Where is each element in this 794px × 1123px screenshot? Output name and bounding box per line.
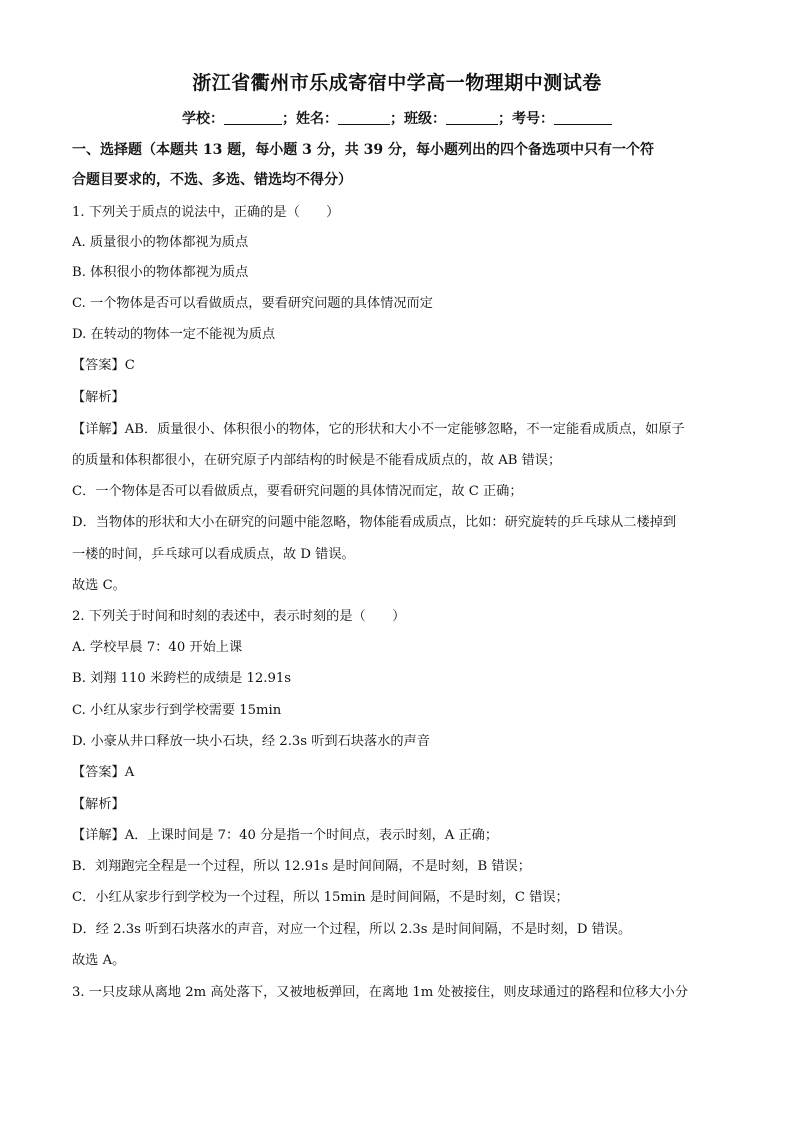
question-3-stem: 3. 一只皮球从离地 2m 高处落下，又被地板弹回，在离地 1m 处被接住，则皮球通过的路程和位移大小分 xyxy=(72,985,689,1000)
question-2-option-c: C. 小红从家步行到学校需要 15min xyxy=(72,703,282,718)
page-title: 浙江省衢州市乐成寄宿中学高一物理期中测试卷 xyxy=(192,72,602,94)
question-2-analysis-label: 【解析】 xyxy=(72,797,125,812)
class-label: ；班级： xyxy=(390,111,446,127)
student-info-line xyxy=(0,108,794,128)
question-1-option-a: A. 质量很小的物体都视为质点 xyxy=(72,235,249,250)
section-heading: 一、选择题（本题共 13 题，每小题 3 分，共 39 分，每小题列出的四个备选项中只有一个符 xyxy=(72,142,654,158)
question-1-option-d: D. 在转动的物体一定不能视为质点 xyxy=(72,327,276,342)
question-1-detail-line: C．一个物体是否可以看做质点，要看研究问题的具体情况而定，故 C 正确； xyxy=(72,484,523,499)
question-1-detail-line: 一楼的时间，乒乓球可以看成质点，故 D 错误。 xyxy=(72,547,355,562)
question-2-option-a: A. 学校早晨 7：40 开始上课 xyxy=(72,640,243,655)
question-2-detail-line: 【详解】A．上课时间是 7：40 分是指一个时间点，表示时刻，A 正确； xyxy=(72,828,499,843)
name-label: ；姓名： xyxy=(282,111,338,127)
exam-no-blank[interactable] xyxy=(554,110,612,125)
question-1-detail-line: 的质量和体积都很小，在研究原子内部结构的时候是不能看成质点的，故 AB 错误； xyxy=(72,453,562,468)
question-2-answer: 【答案】A xyxy=(72,765,135,780)
question-2-option-b: B. 刘翔 110 米跨栏的成绩是 12.91s xyxy=(72,671,292,686)
exam-no-label: ；考号： xyxy=(498,111,554,127)
section-heading-cont: 合题目要求的，不选、多选、错选均不得分） xyxy=(72,172,352,188)
school-blank[interactable] xyxy=(224,110,282,125)
question-2-conclusion: 故选 A。 xyxy=(72,953,126,968)
question-1-option-b: B. 体积很小的物体都视为质点 xyxy=(72,265,249,280)
school-label: 学校： xyxy=(182,111,224,127)
question-1-answer: 【答案】C xyxy=(72,358,135,373)
question-1-conclusion: 故选 C。 xyxy=(72,578,126,593)
question-1-stem: 1. 下列关于质点的说法中，正确的是（ ） xyxy=(72,205,340,220)
question-2-stem: 2. 下列关于时间和时刻的表述中，表示时刻的是（ ） xyxy=(72,609,406,624)
question-1-detail-line: D．当物体的形状和大小在研究的问题中能忽略，物体能看成质点，比如：研究旋转的乒乓球从二楼掉到 xyxy=(72,515,677,530)
question-2-detail-line: D．经 2.3s 听到石块落水的声音，对应一个过程，所以 2.3s 是时间间隔，不是时刻，D 错误。 xyxy=(72,922,632,937)
question-1-analysis-label: 【解析】 xyxy=(72,390,125,405)
question-2-option-d: D. 小豪从井口释放一块小石块，经 2.3s 听到石块落水的声音 xyxy=(72,734,430,749)
question-1-detail-line: 【详解】AB．质量很小、体积很小的物体，它的形状和大小不一定能够忽略，不一定能看成质点，如原子 xyxy=(72,422,685,437)
question-1-option-c: C. 一个物体是否可以看做质点，要看研究问题的具体情况而定 xyxy=(72,296,433,311)
question-2-detail-line: C．小红从家步行到学校为一个过程，所以 15min 是时间间隔，不是时刻，C 错误； xyxy=(72,890,569,905)
name-blank[interactable] xyxy=(338,110,390,125)
question-2-detail-line: B．刘翔跑完全程是一个过程，所以 12.91s 是时间间隔，不是时刻，B 错误； xyxy=(72,859,531,874)
class-blank[interactable] xyxy=(446,110,498,125)
